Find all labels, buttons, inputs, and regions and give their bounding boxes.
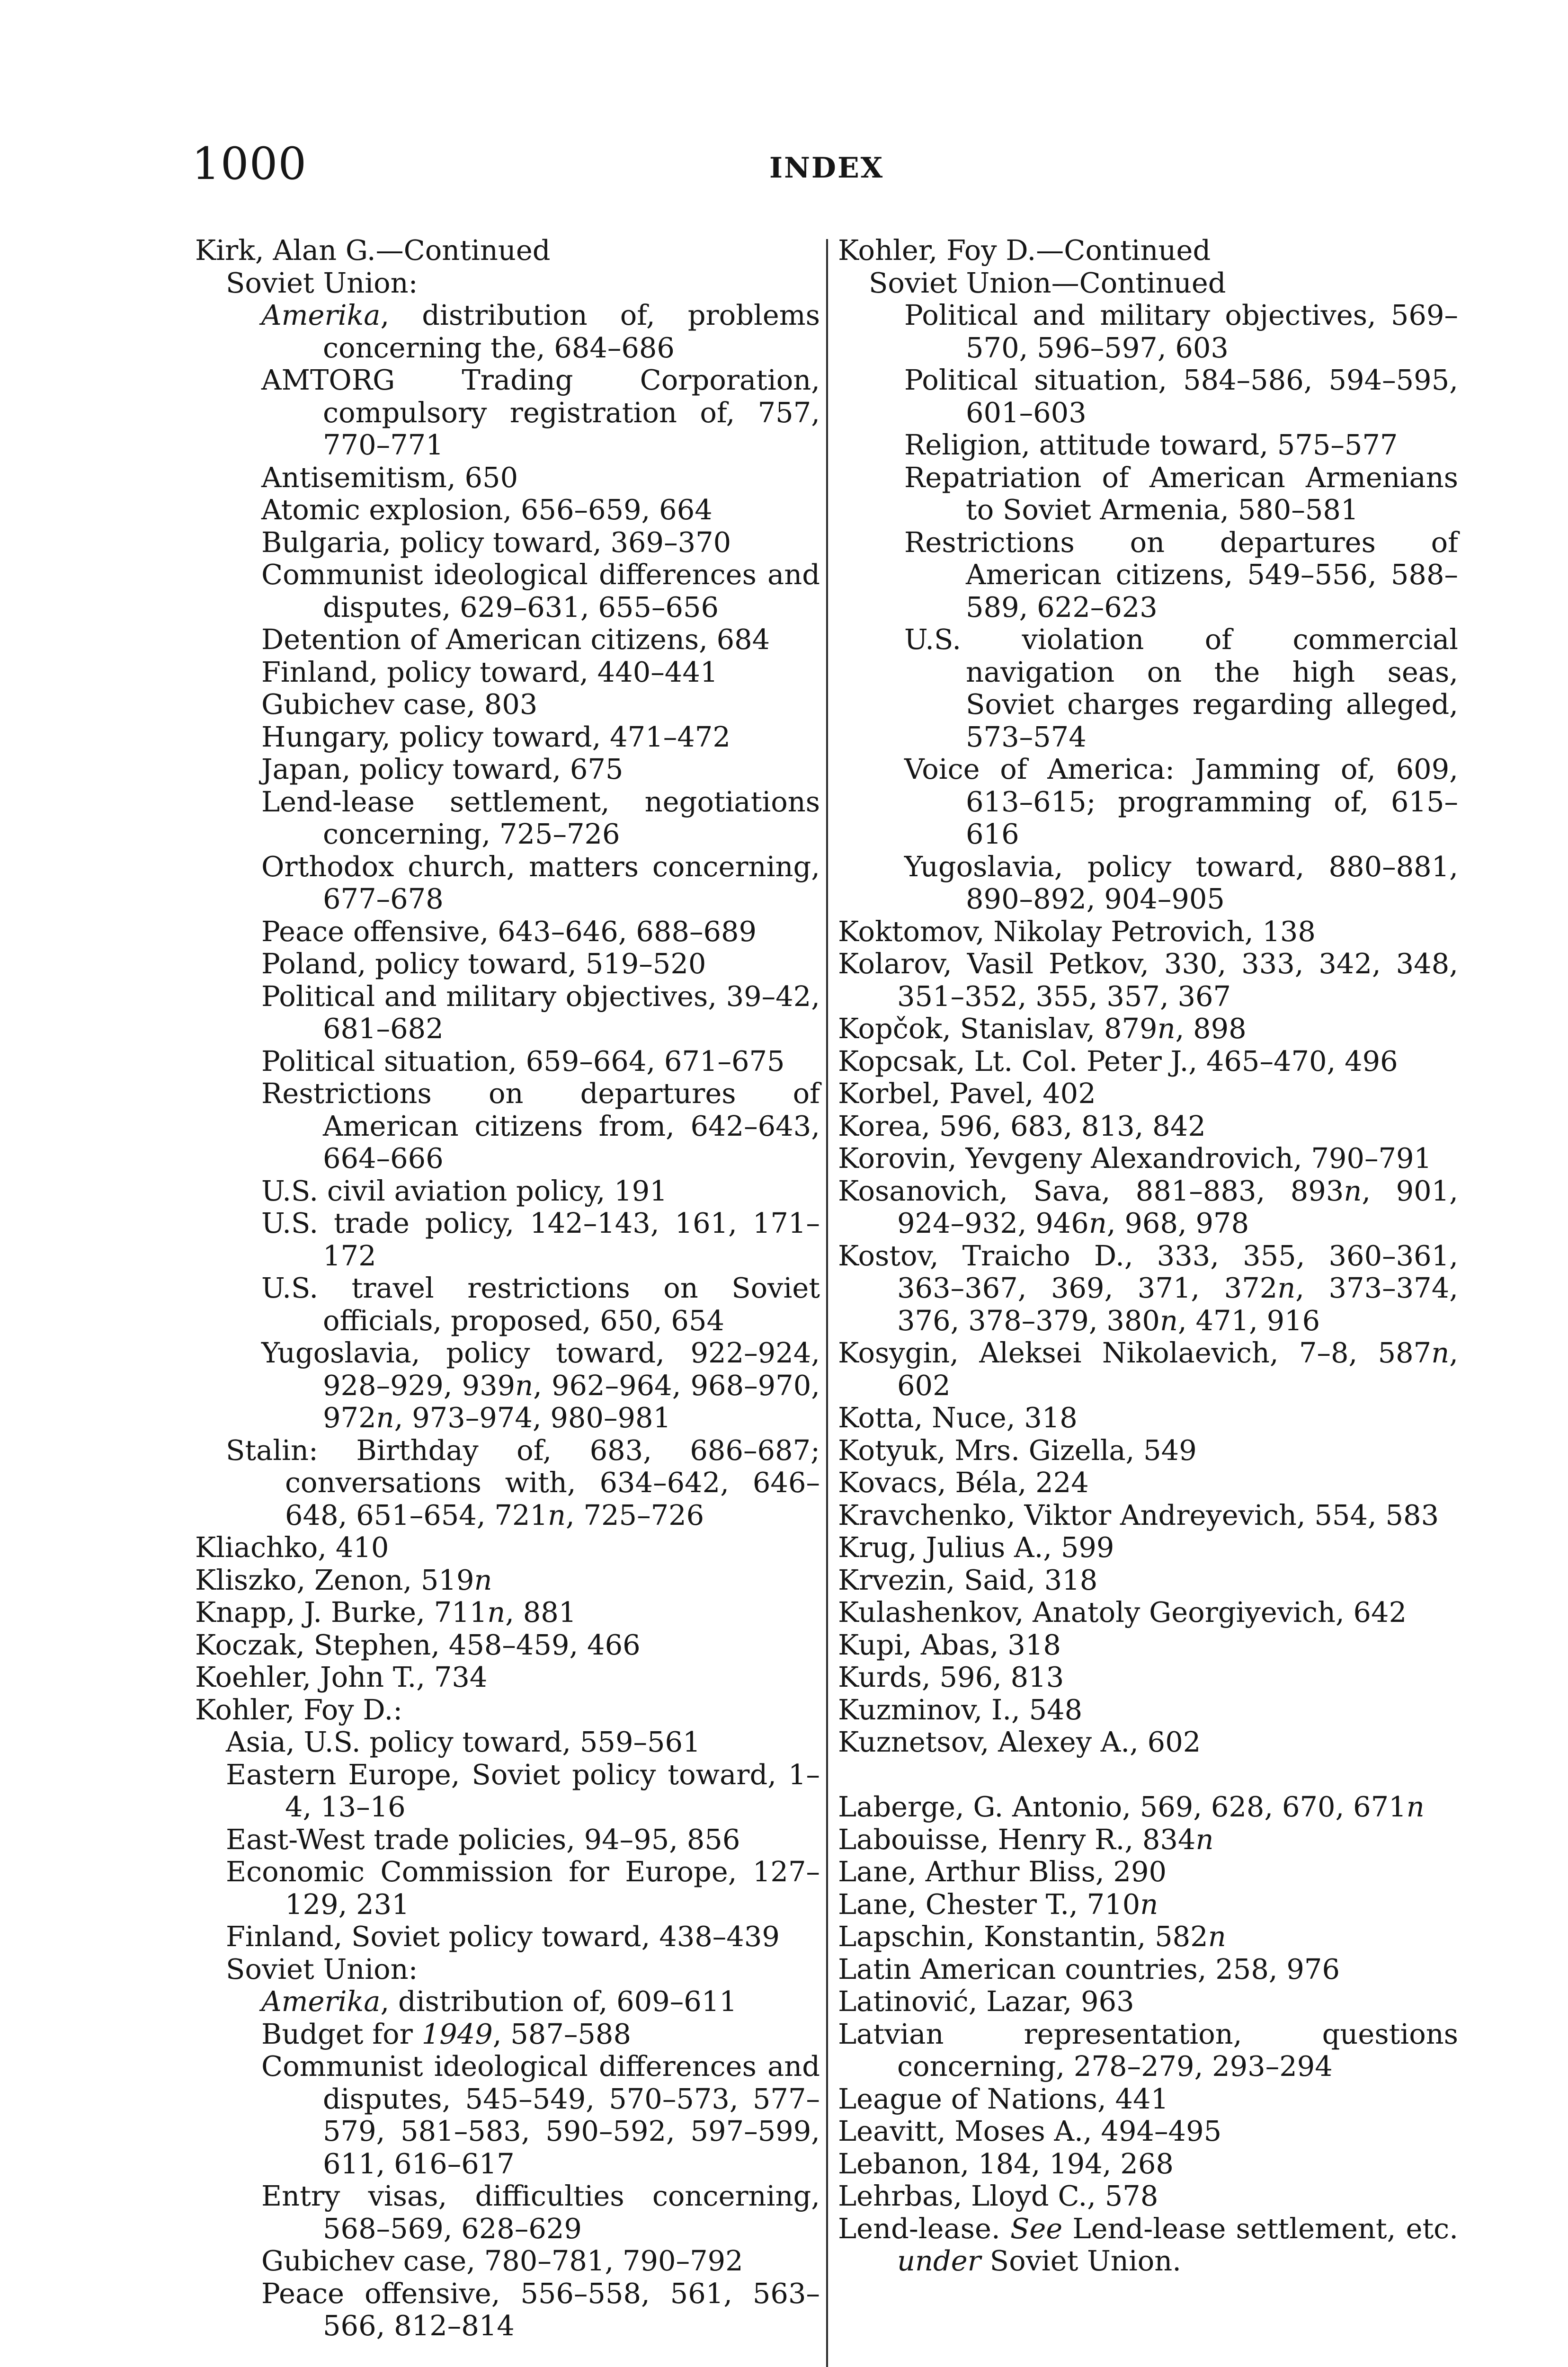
index-entry: Lane, Chester T., 710n — [838, 1887, 1158, 1921]
index-entry: Koczak, Stephen, 458–459, 466 — [195, 1628, 641, 1661]
index-entry: Orthodox church, matters concerning, 677–678 — [261, 850, 820, 915]
index-entry: Kopcsak, Lt. Col. Peter J., 465–470, 496 — [838, 1044, 1398, 1077]
index-entry: Kotyuk, Mrs. Gizella, 549 — [838, 1433, 1197, 1467]
index-entry: Korbel, Pavel, 402 — [838, 1077, 1096, 1110]
index-entry: Latvian representation, questions concerning, 278–279, 293–294 — [838, 2017, 1458, 2082]
index-entry: Kopčok, Stanislav, 879n, 898 — [838, 1012, 1247, 1045]
index-entry: Kulashenkov, Anatoly Georgiyevich, 642 — [838, 1596, 1407, 1628]
index-entry: Kostov, Traicho D., 333, 355, 360–361, 363–367, 369, 371, 372n, 373–374, 376, 378–379, 380n, 471, 916 — [838, 1239, 1458, 1337]
index-entry: Asia, U.S. policy toward, 559–561 — [226, 1726, 701, 1758]
index-entry: Kravchenko, Viktor Andreyevich, 554, 583 — [838, 1498, 1439, 1531]
index-entry: Kosygin, Aleksei Nikolaevich, 7–8, 587n, 602 — [838, 1336, 1458, 1402]
index-entry: Gubichev case, 803 — [261, 688, 538, 721]
index-entry: Lend-lease settlement, negotiations concerning, 725–726 — [261, 785, 820, 850]
index-entry: Restrictions on departures of American citizens, 549–556, 588–589, 622–623 — [904, 525, 1458, 623]
index-entry: U.S. travel restrictions on Soviet officials, proposed, 650, 654 — [261, 1272, 820, 1337]
index-entry: Soviet Union: — [226, 1952, 418, 1985]
index-entry: Korovin, Yevgeny Alexandrovich, 790–791 — [838, 1142, 1432, 1175]
index-entry: Labouisse, Henry R., 834n — [838, 1823, 1214, 1856]
index-entry: Kohler, Foy D.: — [195, 1693, 403, 1726]
index-entry: Political and military objectives, 39–42, 681–682 — [261, 979, 820, 1045]
index-entry: Economic Commission for Europe, 127–129, 231 — [226, 1855, 820, 1921]
index-entry: Kosanovich, Sava, 881–883, 893n, 901, 924–932, 946n, 968, 978 — [838, 1174, 1458, 1239]
index-entry: Leavitt, Moses A., 494–495 — [838, 2115, 1222, 2147]
index-entry: League of Nations, 441 — [838, 2082, 1169, 2115]
index-entry: Peace offensive, 556–558, 561, 563–566, 812–814 — [261, 2277, 820, 2342]
index-entry: Knapp, J. Burke, 711n, 881 — [195, 1596, 577, 1628]
running-head: INDEX — [769, 151, 884, 185]
index-entry: Communist ideological differences and disputes, 545–549, 570–573, 577–579, 581–583, 590–592, 597–599, 611, 616–617 — [261, 2050, 820, 2180]
index-entry: Koehler, John T., 734 — [195, 1661, 488, 1693]
index-entry: Religion, attitude toward, 575–577 — [904, 428, 1398, 461]
index-entry: Koktomov, Nikolay Petrovich, 138 — [838, 915, 1316, 948]
index-entry: Soviet Union—Continued — [869, 266, 1226, 299]
column-divider — [826, 239, 828, 2367]
index-entry: U.S. violation of commercial navigation on the high seas, Soviet charges regarding alleged, 573–574 — [904, 623, 1458, 753]
index-entry: Finland, policy toward, 440–441 — [261, 655, 718, 688]
index-entry: Eastern Europe, Soviet policy toward, 1–4, 13–16 — [226, 1758, 820, 1823]
index-entry: Krug, Julius A., 599 — [838, 1531, 1114, 1564]
index-entry: AMTORG Trading Corporation, compulsory registration of, 757, 770–771 — [261, 364, 820, 461]
index-entry: Kurds, 596, 813 — [838, 1661, 1064, 1693]
index-entry: Kotta, Nuce, 318 — [838, 1401, 1078, 1434]
index-entry: Poland, policy toward, 519–520 — [261, 947, 706, 980]
index-entry: Peace offensive, 643–646, 688–689 — [261, 915, 757, 948]
index-entry: Krvezin, Said, 318 — [838, 1563, 1098, 1596]
index-entry: Atomic explosion, 656–659, 664 — [261, 493, 713, 526]
index-entry: Latin American countries, 258, 976 — [838, 1952, 1340, 1985]
index-column-right — [838, 234, 1458, 2278]
index-entry: Repatriation of American Armenians to Soviet Armenia, 580–581 — [904, 461, 1458, 526]
index-entry: East-West trade policies, 94–95, 856 — [226, 1823, 740, 1856]
index-entry: Kupi, Abas, 318 — [838, 1628, 1061, 1661]
index-entry: Kuznetsov, Alexey A., 602 — [838, 1726, 1201, 1758]
index-entry: Kliachko, 410 — [195, 1531, 389, 1564]
index-entry: Kohler, Foy D.—Continued — [838, 234, 1211, 267]
index-entry: Gubichev case, 780–781, 790–792 — [261, 2244, 743, 2277]
index-entry: U.S. trade policy, 142–143, 161, 171–172 — [261, 1207, 820, 1272]
index-entry: Kirk, Alan G.—Continued — [195, 234, 551, 267]
index-entry: Lend-lease. See Lend-lease settlement, etc. under Soviet Union. — [838, 2212, 1458, 2277]
index-entry: Political situation, 659–664, 671–675 — [261, 1044, 785, 1077]
index-entry: Stalin: Birthday of, 683, 686–687; conversations with, 634–642, 646–648, 651–654, 721n, 725–726 — [226, 1433, 820, 1531]
index-entry: Amerika, distribution of, 609–611 — [261, 1985, 737, 2018]
index-entry: Amerika, distribution of, problems concerning the, 684–686 — [261, 299, 820, 364]
index-entry: Bulgaria, policy toward, 369–370 — [261, 525, 731, 559]
index-entry: Kliszko, Zenon, 519n — [195, 1563, 492, 1596]
index-entry: Political and military objectives, 569–570, 596–597, 603 — [904, 299, 1458, 364]
index-entry: Lebanon, 184, 194, 268 — [838, 2147, 1174, 2180]
index-entry: Kovacs, Béla, 224 — [838, 1466, 1089, 1499]
index-entry: Kolarov, Vasil Petkov, 330, 333, 342, 348, 351–352, 355, 357, 367 — [838, 947, 1458, 1013]
index-entry: Entry visas, difficulties concerning, 568–569, 628–629 — [261, 2180, 820, 2245]
index-column-left — [195, 234, 820, 2342]
index-entry: Lehrbas, Lloyd C., 578 — [838, 2180, 1158, 2212]
index-entry: Lapschin, Konstantin, 582n — [838, 1920, 1226, 1953]
page-number: 1000 — [192, 138, 307, 190]
index-entry: Budget for 1949, 587–588 — [261, 2017, 631, 2050]
index-entry: Political situation, 584–586, 594–595, 601–603 — [904, 364, 1458, 429]
index-entry: Communist ideological differences and disputes, 629–631, 655–656 — [261, 558, 820, 623]
index-entry: Yugoslavia, policy toward, 922–924, 928–929, 939n, 962–964, 968–970, 972n, 973–974, 980–981 — [261, 1336, 820, 1434]
index-entry: Yugoslavia, policy toward, 880–881, 890–892, 904–905 — [904, 850, 1458, 915]
index-entry: Finland, Soviet policy toward, 438–439 — [226, 1920, 780, 1953]
index-entry: Antisemitism, 650 — [261, 461, 518, 494]
index-entry: Japan, policy toward, 675 — [261, 753, 624, 785]
index-entry: Restrictions on departures of American citizens from, 642–643, 664–666 — [261, 1077, 820, 1175]
index-entry: Soviet Union: — [226, 266, 418, 299]
index-entry: Detention of American citizens, 684 — [261, 623, 770, 656]
index-entry: Hungary, policy toward, 471–472 — [261, 720, 731, 753]
index-entry: Latinović, Lazar, 963 — [838, 1985, 1134, 2018]
index-entry: Korea, 596, 683, 813, 842 — [838, 1109, 1206, 1142]
index-entry: Laberge, G. Antonio, 569, 628, 670, 671n — [838, 1790, 1425, 1823]
index-entry: Kuzminov, I., 548 — [838, 1693, 1083, 1726]
index-entry: Lane, Arthur Bliss, 290 — [838, 1855, 1167, 1888]
index-entry: U.S. civil aviation policy, 191 — [261, 1174, 668, 1207]
index-entry: Voice of America: Jamming of, 609, 613–615; programming of, 615–616 — [904, 753, 1458, 850]
